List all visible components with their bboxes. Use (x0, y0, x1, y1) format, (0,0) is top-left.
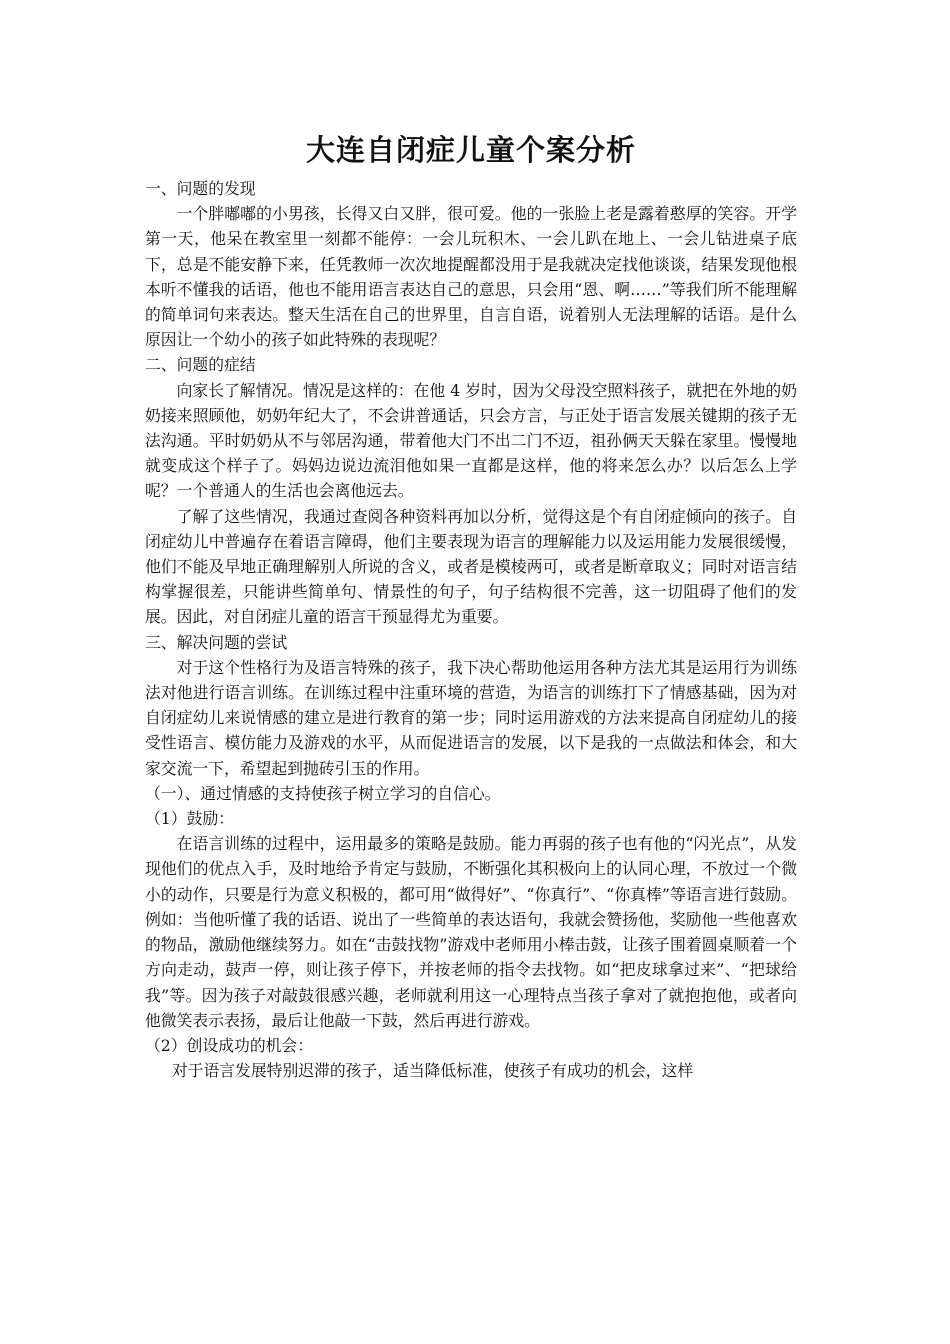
paragraph-cause-2: 了解了这些情况，我通过查阅各种资料再加以分析，觉得这是个有自闭症倾向的孩子。自闭症幼儿中普遍存在着语言障碍，他们主要表现为语言的理解能力以及运用能力发展很缓慢，他们不能及早地正确理解别人所说的含义，或者是模棱两可，或者是断章取义；同时对语言结构掌握很差，只能讲些简单句、情景性的句子，句子结构很不完善，这一切阻碍了他们的发展。因此，对自闭症儿童的语言干预显得尤为重要。 (145, 506, 797, 627)
section-heading-cause: 二、问题的症结 (145, 355, 256, 375)
item-heading-success-chances: （2）创设成功的机会： (145, 1035, 314, 1055)
paragraph-success-chances: 对于语言发展特别迟滞的孩子，适当降低标准，使孩子有成功的机会，这样 (171, 1061, 694, 1081)
paragraph-encouragement: 在语言训练的过程中，运用最多的策略是鼓励。能力再弱的孩子也有他的“闪光点”，从发现他们的优点入手，及时地给予肯定与鼓励，不断强化其积极向上的认同心理，不放过一个微小的动作，只要是行为意义积极的，都可用“做得好”、“你真行”、“你真棒”等语言进行鼓励。例如：当他听懂了我的话语、说出了一些简单的表达语句，我就会赞扬他，奖励他一些他喜欢的物品，激励他继续努力。如在“击鼓找物”游戏中老师用小棒击鼓，让孩子围着圆桌顺着一个方向走动，鼓声一停，则让孩子停下，并按老师的指令去找物。如“把皮球拿过来”、“把球给我”等。因为孩子对敲鼓很感兴趣，老师就利用这一心理特点当孩子拿对了就抱抱他，或者向他微笑表示表扬，最后让他敲一下鼓，然后再进行游戏。 (145, 834, 797, 1030)
document-page (145, 128, 797, 1083)
paragraph-attempts: 对于这个性格行为及语言特殊的孩子，我下决心帮助他运用各种方法尤其是运用行为训练法对他进行语言训练。在训练过程中注重环境的营造，为语言的训练打下了情感基础，因为对自闭症幼儿来说情感的建立是进行教育的第一步；同时运用游戏的方法来提高自闭症幼儿的接受性语言、模仿能力及游戏的水平，从而促进语言的发展，以下是我的一点做法和体会，和大家交流一下，希望起到抛砖引玉的作用。 (145, 657, 797, 778)
section-heading-attempts: 三、解决问题的尝试 (145, 632, 288, 652)
document-body (145, 176, 797, 1083)
paragraph-discovery: 一个胖嘟嘟的小男孩，长得又白又胖，很可爱。他的一张脸上老是露着憨厚的笑容。开学第一天，他呆在教室里一刻都不能停：一会儿玩积木、一会儿趴在地上、一会儿钻进桌子底下，总是不能安静下来，任凭教师一次次地提醒都没用于是我就决定找他谈谈，结果发现他根本听不懂我的话语，他也不能用语言表达自己的意思，只会用“恩、啊……”等我们所不能理解的简单词句来表达。整天生活在自己的世界里，自言自语，说着别人无法理解的话语。是什么原因让一个幼小的孩子如此特殊的表现呢？ (145, 204, 797, 350)
subsection-heading-emotional-support: （一）、通过情感的支持使孩子树立学习的自信心。 (145, 783, 501, 803)
paragraph-cause-1: 向家长了解情况。情况是这样的：在他 4 岁时，因为父母没空照料孩子，就把在外地的奶奶接来照顾他，奶奶年纪大了，不会讲普通话，只会方言，与正处于语言发展关键期的孩子无法沟通。平时奶奶从不与邻居沟通，带着他大门不出二门不迈，祖孙俩天天躲在家里。慢慢地就变成这个样子了。妈妈边说边流泪他如果一直都是这样，他的将来怎么办？以后怎么上学呢？一个普通人的生活也会离他远去。 (145, 380, 797, 501)
section-heading-discovery: 一、问题的发现 (145, 179, 256, 198)
document-title: 大连自闭症儿童个案分析 (305, 133, 636, 167)
item-heading-encouragement: （1）鼓励： (145, 809, 235, 829)
